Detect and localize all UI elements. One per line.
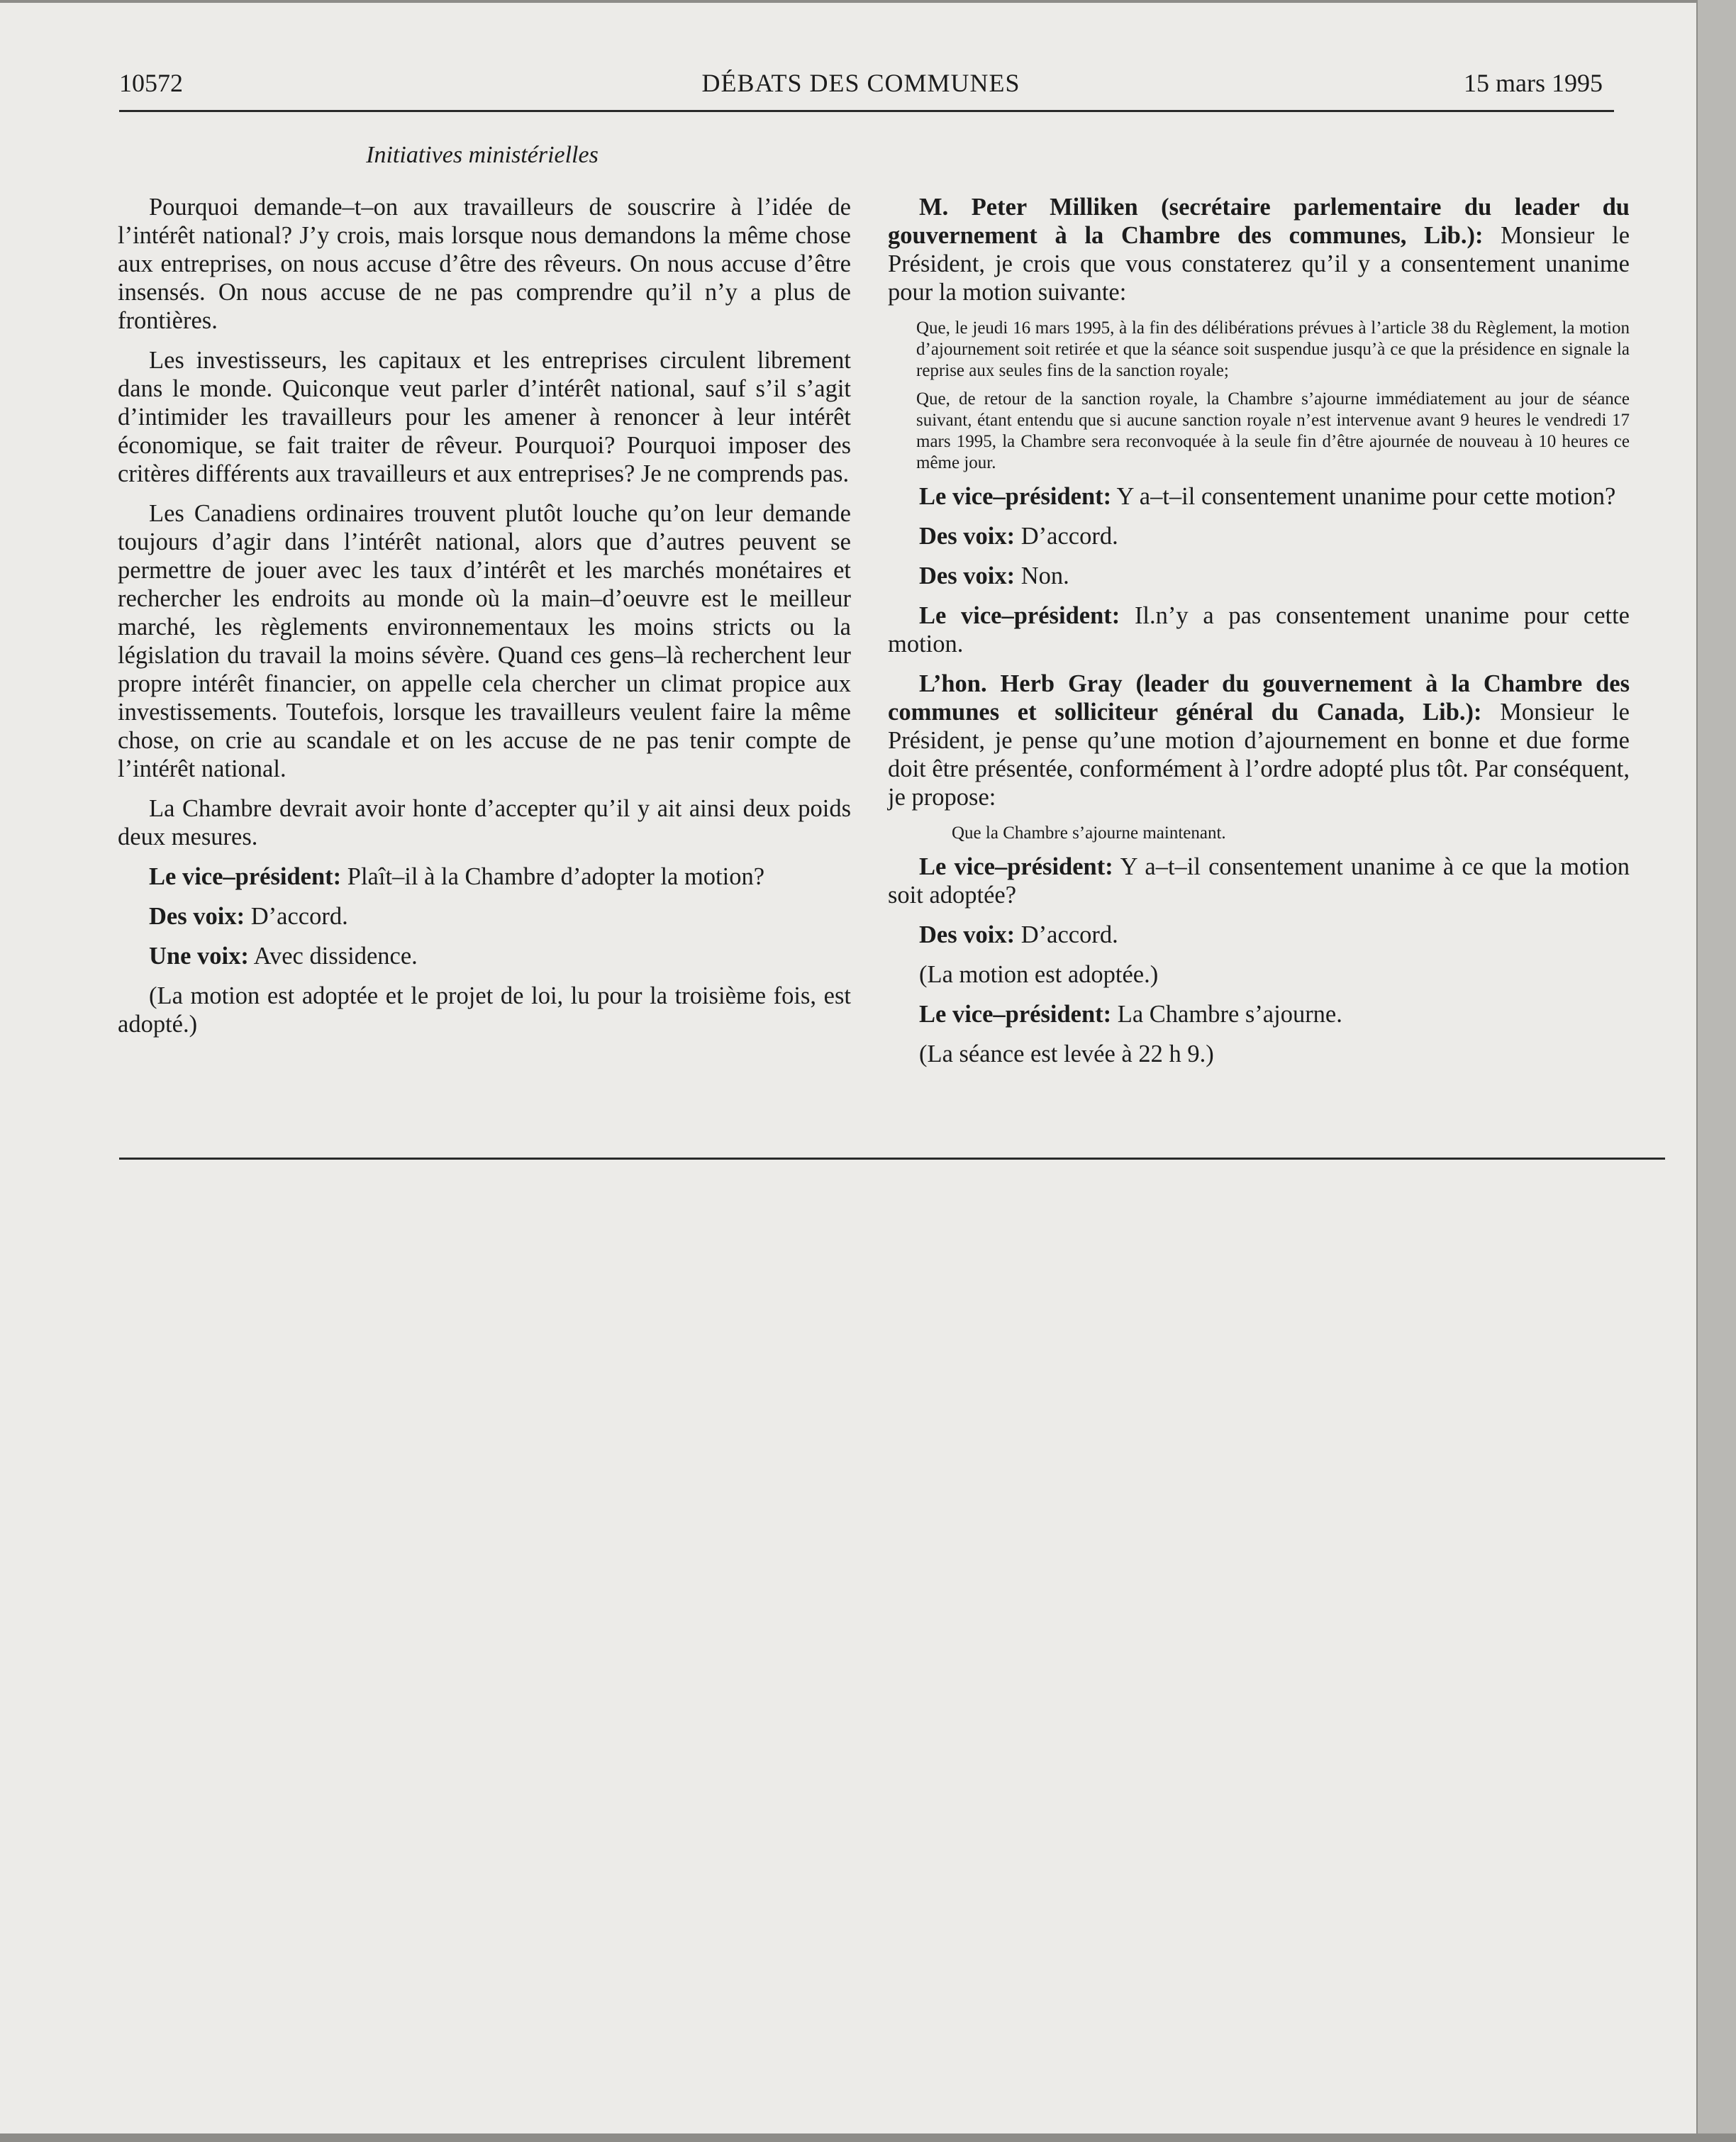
speech-text: Monsieur le Président, je crois que vous constaterez qu’il y a consentement unanime pour la motion suivante:	[888, 222, 1630, 306]
speech-text: Y a–t–il consentement unanime à ce que la motion soit adoptée?	[888, 853, 1630, 909]
page-border-top	[0, 0, 1736, 3]
speech	[888, 601, 1630, 658]
speaker-name: Le vice–président:	[919, 483, 1112, 510]
speech-text: La Chambre s’ajourne.	[1111, 1001, 1342, 1028]
speech-text: Y a–t–il consentement unanime pour cette motion?	[1111, 483, 1616, 510]
speaker-name: Des voix:	[919, 562, 1016, 589]
speaker-name: L’hon. Herb Gray (leader du gouvernement à la Chambre des communes et solliciteur général du Canada, Lib.):	[888, 670, 1630, 726]
speech	[888, 562, 1630, 590]
speech-text: D’accord.	[1015, 921, 1118, 948]
publication-date: 15 mars 1995	[1464, 69, 1603, 97]
motion-text	[916, 318, 1630, 474]
speaker-name: Le vice–président:	[149, 863, 342, 890]
speech	[118, 942, 851, 970]
paragraph: Pourquoi demande–t–on aux travailleurs de souscrire à l’idée de l’intérêt national? J’y crois, mais lorsque nous demandons la même chose aux entreprises, on nous accuse d’être des rêveurs. On nous accuse d’être insensés. On nous accuse de ne pas comprendre qu’il n’y a plus de frontières.	[118, 194, 851, 334]
speech	[888, 853, 1630, 909]
page-border-bottom	[0, 2133, 1736, 2142]
speech-text: Monsieur le Président, je pense qu’une motion d’ajournement en bonne et due forme doit être présentée, conformément à l’ordre adopté plus tôt. Par conséquent, je propose:	[888, 699, 1630, 811]
speech-text: D’accord.	[245, 903, 348, 930]
speech	[118, 862, 851, 891]
section-title: Initiatives ministérielles	[366, 142, 599, 168]
speech	[888, 193, 1630, 306]
page-border-right	[1696, 0, 1736, 2142]
speaker-name: Le vice–président:	[919, 853, 1113, 880]
procedural-note: (La motion est adoptée.)	[919, 961, 1159, 988]
paragraph: Les investisseurs, les capitaux et les entreprises circulent librement dans le monde. Quiconque veut parler d’intérêt national, sauf s’il s’agit d’intimider les travailleurs pour les amener à renoncer à leur intérêt économique, se fait traiter de rêveur. Pourquoi? Pourquoi imposer des critères différents aux travailleurs et aux entreprises? Je ne comprends pas.	[118, 347, 851, 487]
speech-text: Il.n’y a pas consentement unanime pour cette motion.	[888, 602, 1630, 657]
motion-clause: Que, de retour de la sanction royale, la Chambre s’ajourne immédiatement au jour de séance suivant, étant entendu que si aucune sanction royale n’est intervenue avant 9 heures le vendredi 17 mars 1995, la Chambre sera reconvoquée à la seule fin d’être ajournée de nouveau à 10 heures ce même jour.	[916, 389, 1630, 472]
speaker-name: Le vice–président:	[919, 602, 1120, 629]
publication-title: DÉBATS DES COMMUNES	[701, 69, 1020, 97]
speech	[888, 522, 1630, 550]
paragraph: Les Canadiens ordinaires trouvent plutôt louche qu’on leur demande toujours d’agir dans l’intérêt national, alors que d’autres peuvent se permettre de jouer avec les taux d’intérêt et les marchés monétaires et rechercher les endroits au monde où la main–d’oeuvre est le meilleur marché, les règlements environnementaux les moins stricts ou la législation du travail la moins sévère. Quand ces gens–là recherchent leur propre intérêt financier, on appelle cela chercher un climat propice aux investissements. Toutefois, lorsque les travailleurs veulent faire la même chose, on crie au scandale et on les accuse de ne pas tenir compte de l’intérêt national.	[118, 500, 851, 782]
footer-rule	[119, 1158, 1665, 1160]
procedural-note: (La séance est levée à 22 h 9.)	[919, 1041, 1214, 1067]
right-column	[888, 193, 1630, 1080]
speech	[888, 670, 1630, 811]
left-column	[118, 193, 851, 1050]
speech	[888, 921, 1630, 949]
header-rule	[119, 110, 1614, 112]
paragraph: La Chambre devrait avoir honte d’accepter qu’il y ait ainsi deux poids deux mesures.	[118, 795, 851, 850]
speech-text: Avec dissidence.	[248, 943, 418, 970]
speaker-name: Des voix:	[149, 903, 245, 930]
running-head	[119, 68, 1603, 111]
motion-text: Que la Chambre s’ajourne maintenant.	[952, 823, 1226, 843]
page-number: 10572	[119, 69, 183, 97]
speaker-name: Des voix:	[919, 921, 1016, 948]
speech-text: Plaît–il à la Chambre d’adopter la motion?	[341, 863, 765, 890]
speech	[118, 902, 851, 931]
speaker-name: Des voix:	[919, 523, 1016, 550]
procedural-note: (La motion est adoptée et le projet de loi, lu pour la troisième fois, est adopté.)	[118, 982, 851, 1038]
speaker-name: Le vice–président:	[919, 1001, 1112, 1028]
speaker-name: M. Peter Milliken (secrétaire parlementaire du leader du gouvernement à la Chambre des communes, Lib.):	[888, 194, 1630, 249]
speech-text: D’accord.	[1015, 523, 1118, 550]
motion-clause: Que, le jeudi 16 mars 1995, à la fin des délibérations prévues à l’article 38 du Règlement, la motion d’ajournement soit retirée et que la séance soit suspendue jusqu’à ce que la présidence en signale la reprise aux seules fins de la sanction royale;	[916, 318, 1630, 380]
speech	[888, 1000, 1630, 1028]
speech	[888, 482, 1630, 511]
speech-text: Non.	[1015, 562, 1069, 589]
speaker-name: Une voix:	[149, 943, 249, 970]
